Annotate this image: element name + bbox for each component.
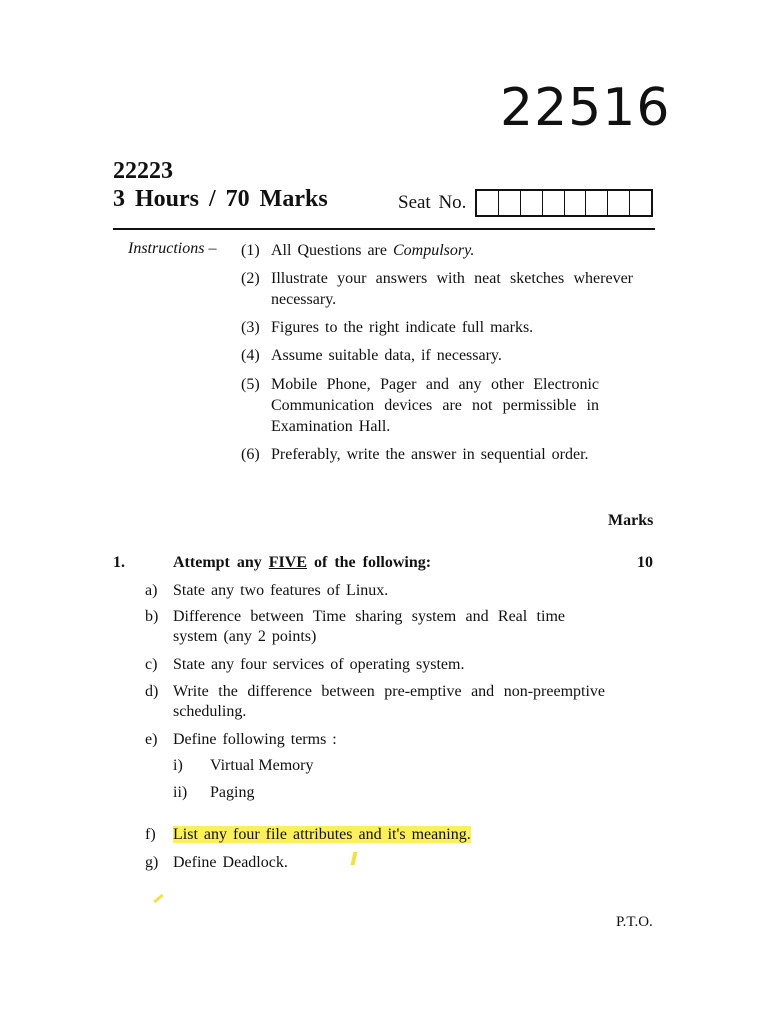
instructions-label: Instructions –: [128, 240, 217, 257]
instruction-text: Illustrate your answers with neat sketches wherever necessary.: [271, 270, 633, 308]
sub-question-label: b): [145, 608, 159, 625]
sub-sub-question-text: Paging: [210, 784, 255, 801]
sub-sub-question: [173, 757, 313, 775]
sub-question: [145, 682, 605, 722]
question-number: 1.: [113, 554, 125, 571]
sub-question-text: State any two features of Linux.: [173, 582, 389, 599]
instruction-item: [241, 240, 633, 261]
instruction-number: (2): [241, 270, 260, 287]
instruction-item: [241, 268, 633, 310]
seat-number-boxes[interactable]: [475, 189, 653, 217]
sub-question: [145, 655, 605, 675]
seat-digit-box[interactable]: [477, 191, 499, 215]
seat-digit-box[interactable]: [586, 191, 608, 215]
instruction-item: [241, 345, 633, 366]
paper-code: 22516: [500, 78, 671, 138]
instruction-number: (1): [241, 242, 260, 259]
sub-question-text: Write the difference between pre-emptive and non-preemptive scheduling.: [173, 683, 605, 720]
sub-question-text: State any four services of operating system.: [173, 656, 465, 673]
question-marks: 10: [637, 554, 653, 571]
highlighter-stroke: [153, 894, 163, 903]
sub-question-label: a): [145, 582, 158, 599]
seat-digit-box[interactable]: [565, 191, 587, 215]
sub-question: [145, 581, 605, 601]
instruction-text: Mobile Phone, Pager and any other Electronic Communication devices are not permissible in Examination Hall.: [271, 376, 599, 435]
sub-question-text: Define following terms :: [173, 731, 337, 748]
sub-question: [145, 730, 605, 750]
subject-code: 22223: [113, 158, 173, 184]
seat-digit-box[interactable]: [630, 191, 651, 215]
sub-question-label: f): [145, 826, 156, 843]
instruction-item: [241, 444, 633, 465]
instruction-item: [241, 374, 599, 437]
instruction-item: [241, 317, 633, 338]
instruction-number: (4): [241, 347, 260, 364]
highlighted-text: List any four file attributes and it's meaning.: [173, 826, 471, 843]
seat-number-label: Seat No.: [398, 192, 467, 213]
sub-question: [145, 607, 565, 647]
seat-digit-box[interactable]: [521, 191, 543, 215]
seat-digit-box[interactable]: [608, 191, 630, 215]
seat-digit-box[interactable]: [499, 191, 521, 215]
sub-question: [145, 825, 605, 845]
sub-question-label: g): [145, 854, 159, 871]
instruction-number: (6): [241, 446, 260, 463]
sub-sub-question: [173, 784, 254, 802]
sub-question-text-highlighted: [173, 825, 605, 845]
sub-sub-question-label: ii): [173, 784, 188, 801]
instruction-text: Figures to the right indicate full marks.: [271, 319, 534, 336]
sub-question-label: d): [145, 683, 159, 700]
instruction-number: (3): [241, 319, 260, 336]
page-turn-note: P.T.O.: [616, 914, 653, 930]
marks-heading: Marks: [608, 512, 654, 529]
sub-sub-question-text: Virtual Memory: [210, 757, 314, 774]
seat-digit-box[interactable]: [543, 191, 565, 215]
instruction-text: Assume suitable data, if necessary.: [271, 347, 502, 364]
sub-question-text: Difference between Time sharing system and Real time system (any 2 points): [173, 608, 565, 645]
instruction-number: (5): [241, 376, 260, 393]
sub-question-label: e): [145, 731, 158, 748]
instruction-text: All Questions are Compulsory.: [271, 242, 475, 259]
instruction-text: Preferably, write the answer in sequential order.: [271, 446, 589, 463]
header-divider: [113, 228, 655, 230]
sub-question: [145, 853, 605, 873]
question-title: Attempt any FIVE of the following:: [173, 554, 432, 571]
sub-question-text: Define Deadlock.: [173, 854, 288, 871]
sub-question-label: c): [145, 656, 158, 673]
duration-marks: 3 Hours / 70 Marks: [113, 186, 328, 212]
sub-sub-question-label: i): [173, 757, 183, 774]
